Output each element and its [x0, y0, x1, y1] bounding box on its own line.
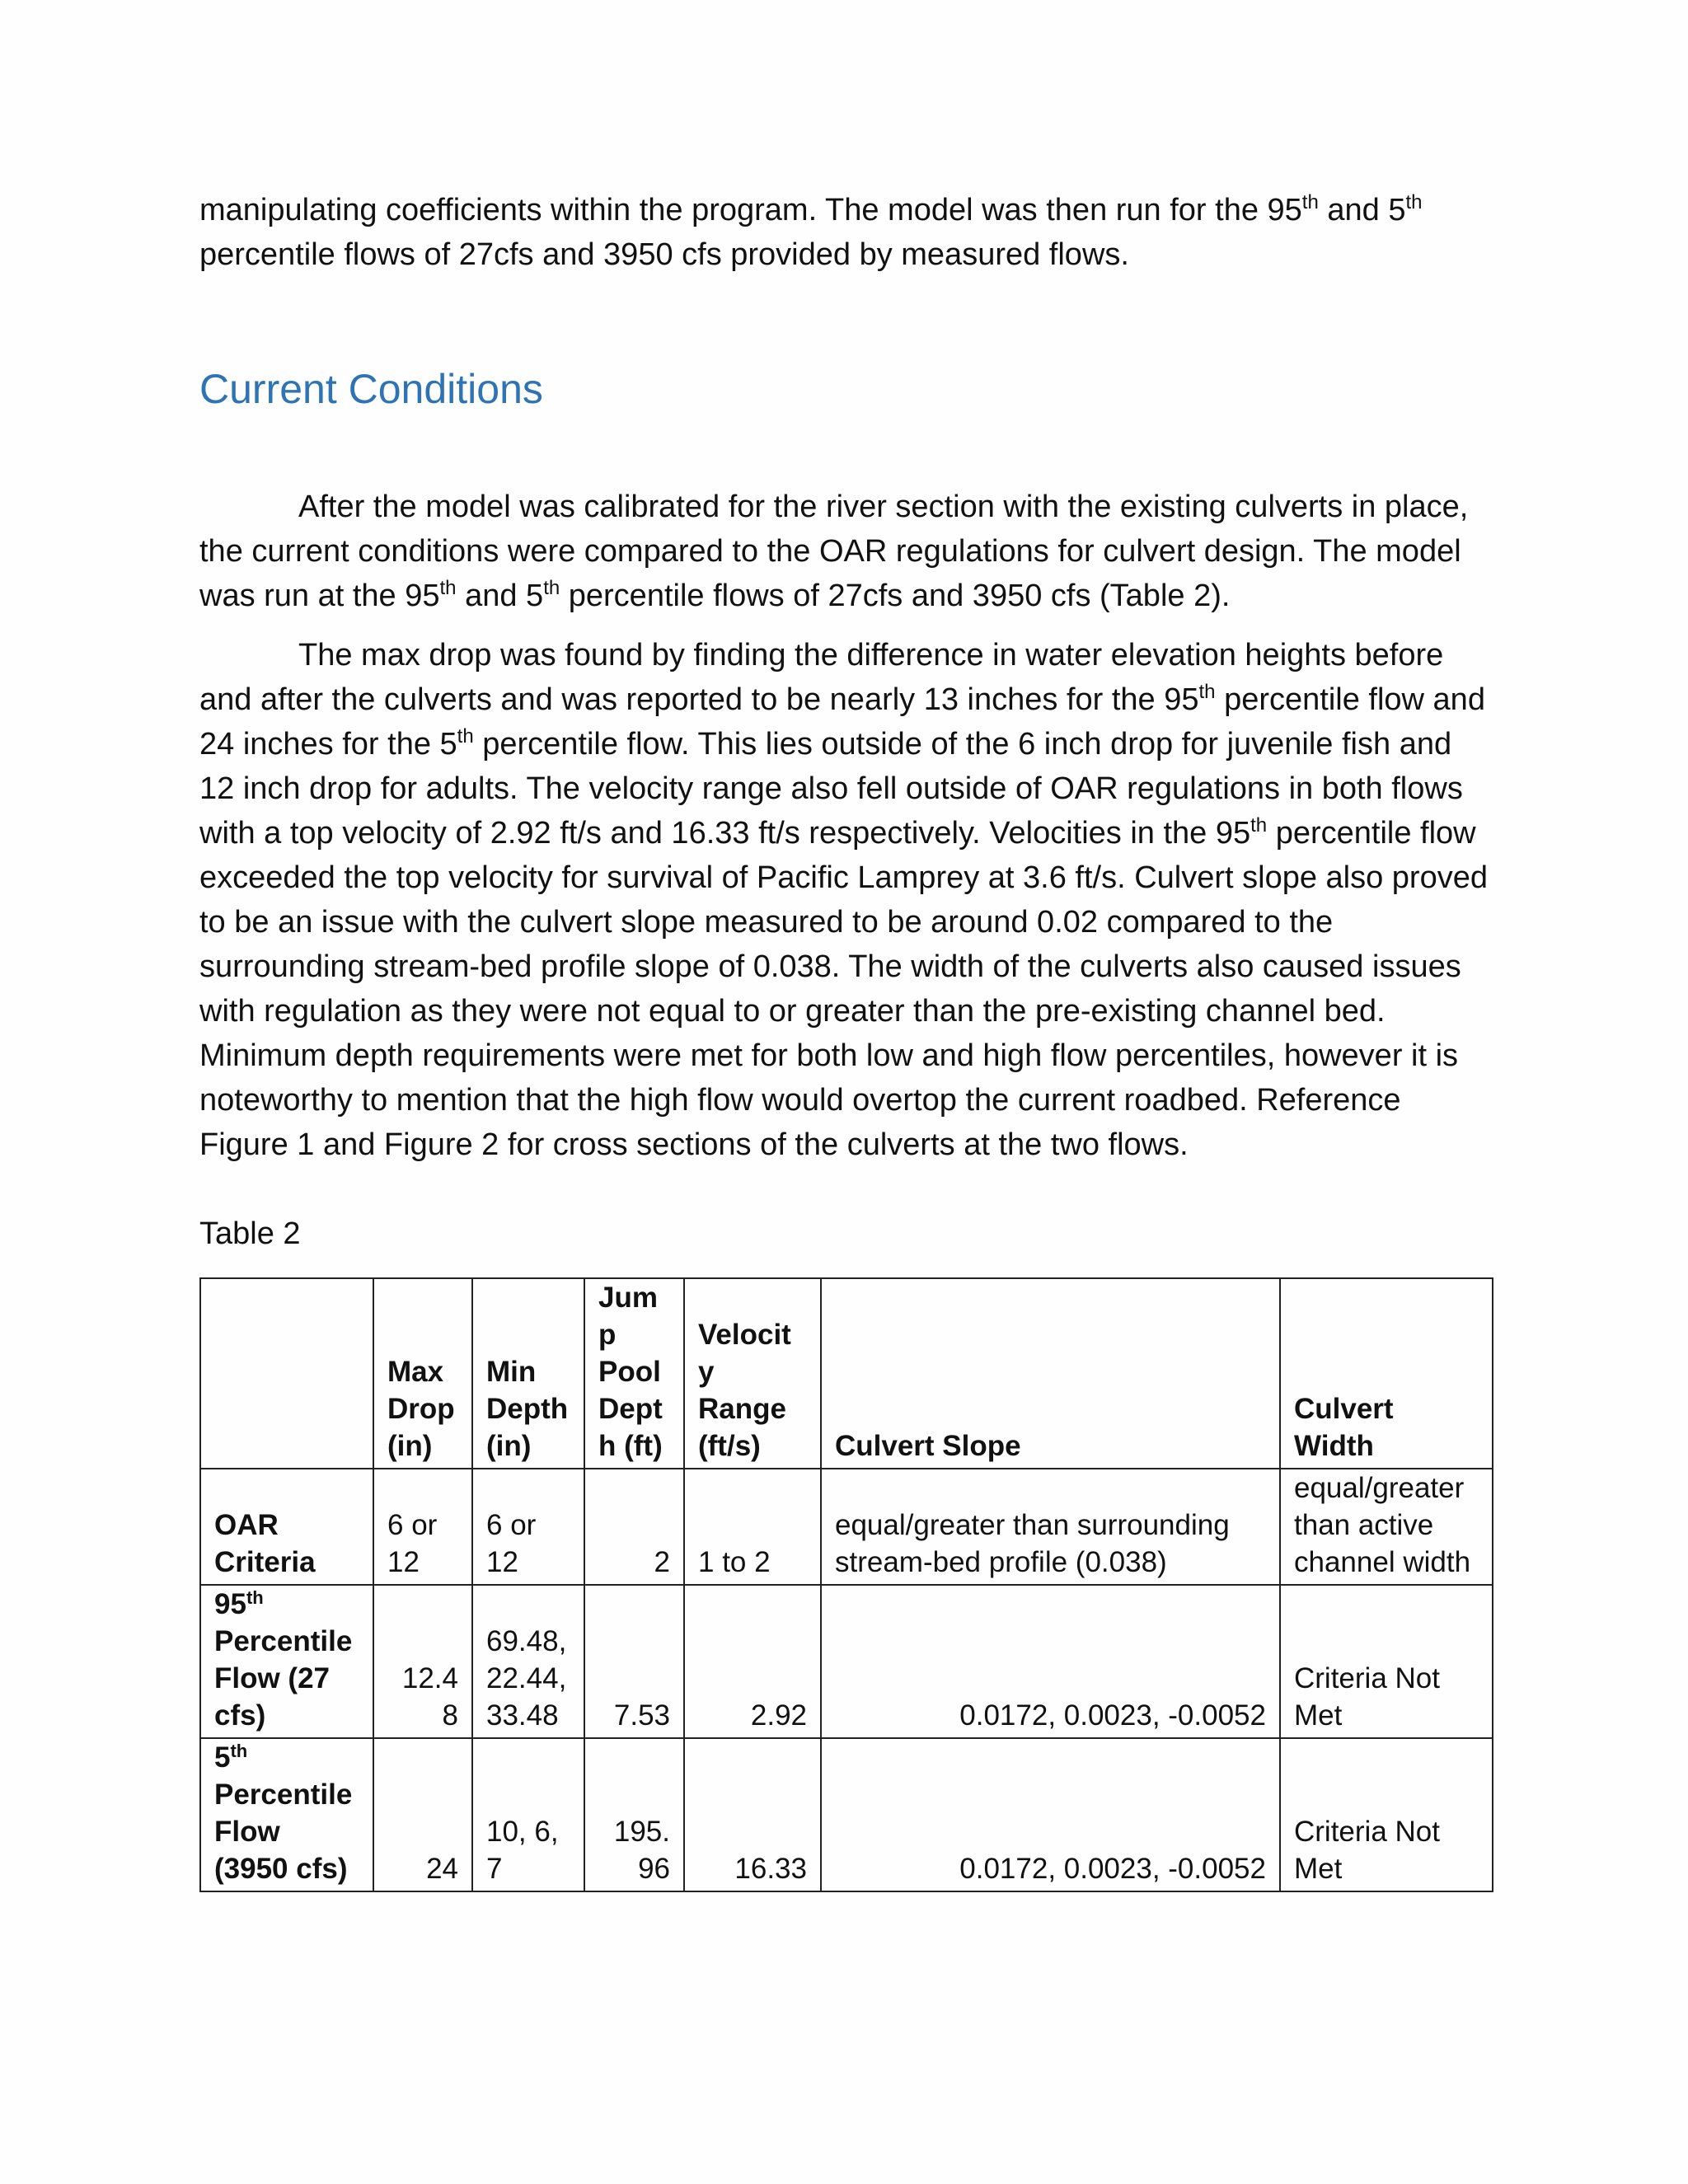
table-cell: 24	[373, 1738, 472, 1891]
paragraph-calibration: After the model was calibrated for the river section with the existing culverts in place, the current conditions were compared to the OAR regulations for culvert design. The model was run at the 95th and 5th percentile flows of 27cfs and 3950 cfs (Table 2).	[199, 490, 1469, 613]
criteria-table	[199, 1277, 1493, 1892]
row-label: 5th Percentile Flow (3950 cfs)	[200, 1738, 373, 1891]
table-cell: equal/greater than active channel width	[1280, 1469, 1493, 1585]
intro-paragraph: manipulating coefficients within the program. The model was then run for the 95th and 5th percentile flows of 27cfs and 3950 cfs provided by measured flows.	[199, 191, 1423, 272]
table-caption: Table 2	[199, 1216, 301, 1251]
header-cell: Max Drop (in)	[373, 1278, 472, 1469]
table-row	[200, 1469, 1493, 1585]
header-cell: Velocity Range (ft/s)	[684, 1278, 821, 1469]
header-cell: Jump Pool Depth (ft)	[584, 1278, 684, 1469]
document-body	[199, 188, 1493, 1892]
header-cell: Min Depth (in)	[472, 1278, 584, 1469]
table-cell: 195.96	[584, 1738, 684, 1891]
table-header-row	[200, 1278, 1493, 1469]
table-cell: 6 or 12	[472, 1469, 584, 1585]
table-cell: equal/greater than surrounding stream-bed profile (0.038)	[821, 1469, 1280, 1585]
header-cell: Culvert Slope	[821, 1278, 1280, 1469]
row-label: OAR Criteria	[200, 1469, 373, 1585]
table-cell: 0.0172, 0.0023, -0.0052	[821, 1738, 1280, 1891]
paragraph-results: The max drop was found by finding the difference in water elevation heights before and after the culverts and was reported to be nearly 13 inches for the 95th percentile flow and 24 inches for the 5th percentile flow. This lies outside of the 6 inch drop for juvenile fish and 12 inch drop for adults. The velocity range also fell outside of OAR regulations in both flows with a top velocity of 2.92 ft/s and 16.33 ft/s respectively. Velocities in the 95th percentile flow exceeded the top velocity for survival of Pacific Lamprey at 3.6 ft/s. Culvert slope also proved to be an issue with the culvert slope measured to be around 0.02 compared to the surrounding stream-bed profile slope of 0.038. The width of the culverts also caused issues with regulation as they were not equal to or greater than the pre-existing channel bed. Minimum depth requirements were met for both low and high flow percentiles, however it is noteworthy to mention that the high flow would overtop the current roadbed. Reference Figure 1 and Figure 2 for cross sections of the culverts at the two flows.	[199, 638, 1488, 1162]
table-cell: 69.48, 22.44, 33.48	[472, 1585, 584, 1738]
table-row	[200, 1585, 1493, 1738]
table-cell: Criteria Not Met	[1280, 1585, 1493, 1738]
table-cell: 7.53	[584, 1585, 684, 1738]
table-cell: 0.0172, 0.0023, -0.0052	[821, 1585, 1280, 1738]
table-cell: 2.92	[684, 1585, 821, 1738]
table-cell: 2	[584, 1469, 684, 1585]
header-cell	[200, 1278, 373, 1469]
table-cell: Criteria Not Met	[1280, 1738, 1493, 1891]
table-cell: 1 to 2	[684, 1469, 821, 1585]
table-cell: 6 or 12	[373, 1469, 472, 1585]
section-heading: Current Conditions	[199, 366, 543, 412]
table-row	[200, 1738, 1493, 1891]
table-cell: 12.48	[373, 1585, 472, 1738]
table-cell: 10, 6, 7	[472, 1738, 584, 1891]
row-label: 95th Percentile Flow (27 cfs)	[200, 1585, 373, 1738]
table-cell: 16.33	[684, 1738, 821, 1891]
header-cell: Culvert Width	[1280, 1278, 1493, 1469]
